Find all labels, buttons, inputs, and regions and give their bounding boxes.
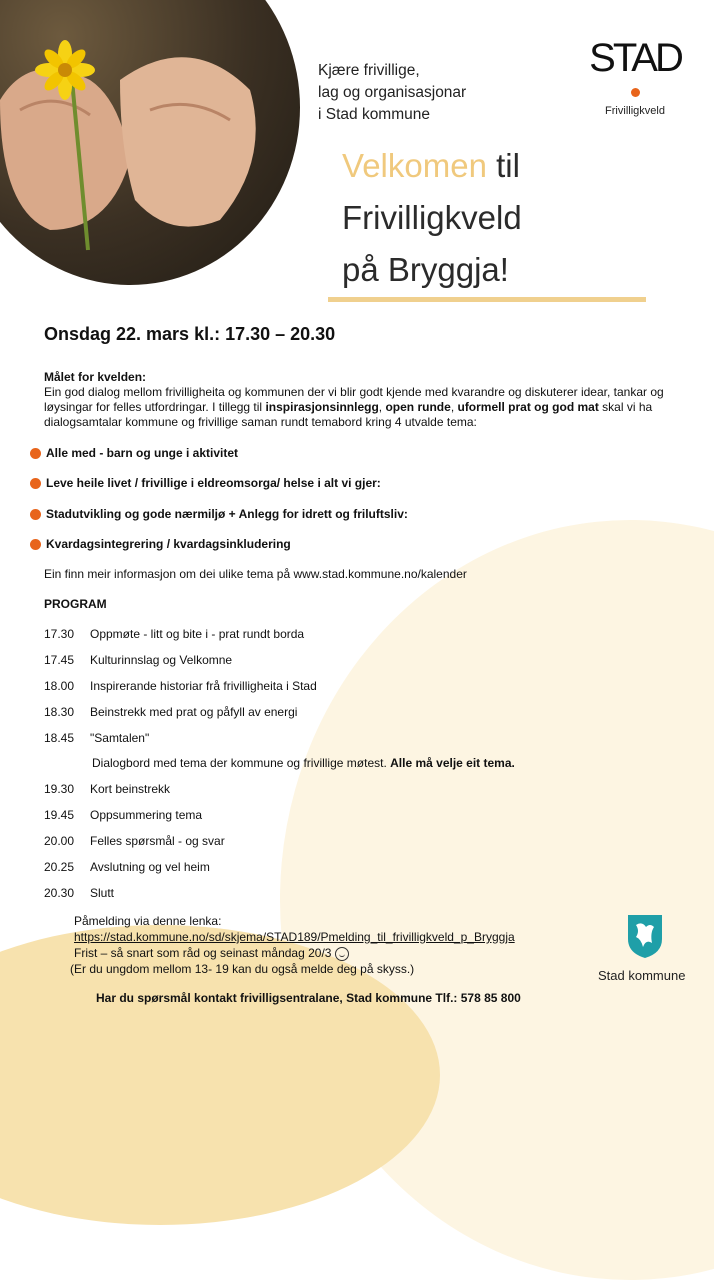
program-heading: PROGRAM	[44, 597, 107, 611]
more-info-text: Ein finn meir informasjon om dei ulike tema på www.stad.kommune.no/kalender	[44, 567, 467, 581]
intro-text: ,	[378, 400, 386, 414]
intro-text: Ein god dialog mellom frivilligheita og kommunen der vi blir godt kjende med kvarandre og diskuterer idear, tankar og løysingar for felles utfordringar. I tillegg til	[44, 385, 664, 414]
bullet-icon	[30, 478, 41, 489]
program-time: 18.30	[44, 705, 75, 719]
program-row	[44, 679, 317, 693]
intro-bold: open runde	[385, 400, 451, 414]
program-time: 17.30	[44, 627, 75, 641]
logo-wordmark: STAD	[589, 36, 681, 80]
program-text: Inspirerande historiar frå frivilligheita i Stad	[90, 679, 317, 693]
program-sub-note	[92, 756, 515, 770]
intro-text: ,	[450, 400, 458, 414]
intro-heading: Målet for kvelden:	[44, 370, 147, 384]
bullet-icon	[30, 539, 41, 550]
program-text: Kulturinnslag og Velkomne	[90, 653, 233, 667]
theme-label: Stadutvikling og gode nærmiljø + Anlegg for idrett og friluftsliv:	[46, 507, 408, 521]
program-row	[44, 834, 225, 848]
municipality-name: Stad kommune	[598, 968, 686, 983]
stad-logo	[585, 36, 685, 136]
program-time: 19.45	[44, 808, 75, 822]
program-time: 18.45	[44, 731, 75, 745]
theme-label: Alle med - barn og unge i aktivitet	[46, 446, 239, 460]
greeting-line: i Stad kommune	[318, 106, 430, 123]
title-line3: på Bryggja!	[342, 251, 509, 288]
program-row	[44, 782, 170, 796]
bullet-icon	[30, 509, 41, 520]
theme-label: Kvardagsintegrering / kvardagsinkludering	[46, 537, 291, 551]
bullet-icon	[30, 448, 41, 459]
page-title	[342, 140, 522, 296]
program-time: 19.30	[44, 782, 75, 796]
program-text: Oppsummering tema	[90, 808, 203, 822]
program-time: 20.30	[44, 886, 75, 900]
stad-kommune-crest-icon	[626, 913, 664, 959]
title-divider	[328, 297, 646, 302]
logo-dot-icon	[631, 88, 640, 97]
program-row	[44, 886, 114, 900]
intro-bold: uformell prat og god mat	[457, 400, 599, 414]
program-text: Kort beinstrekk	[90, 782, 171, 796]
theme-item	[30, 537, 291, 551]
program-time: 18.00	[44, 679, 75, 693]
program-text: Avslutning og vel heim	[90, 860, 210, 874]
program-text: Beinstrekk med prat og påfyll av energi	[90, 705, 298, 719]
program-sub-bold: Alle må velje eit tema.	[390, 756, 515, 770]
signup-block	[70, 913, 515, 977]
intro-text: skal vi ha dialogsamtalar kommune og frivillige saman rundt temabord kring 4 utvalde tema:	[44, 400, 653, 429]
program-time: 17.45	[44, 653, 75, 667]
theme-label: Leve heile livet / frivillige i eldreomsorga/ helse i alt vi gjer:	[46, 476, 381, 490]
program-sub-text: Dialogbord med tema der kommune og frivillige møtest.	[92, 756, 391, 770]
program-row	[44, 731, 149, 745]
signup-youth-note: (Er du ungdom mellom 13- 19 kan du også melde deg på skyss.)	[70, 962, 415, 976]
theme-item	[30, 446, 238, 460]
title-line2: Frivilligkveld	[342, 199, 522, 236]
intro-paragraph	[44, 370, 674, 430]
signup-link[interactable]: https://stad.kommune.no/sd/skjema/STAD189/Pmelding_til_frivilligkveld_p_Bryggja	[74, 930, 515, 944]
greeting-line: lag og organisasjonar	[318, 84, 467, 101]
program-row	[44, 860, 210, 874]
theme-item	[30, 507, 408, 521]
program-row	[44, 627, 304, 641]
program-row	[44, 705, 297, 719]
event-date: Onsdag 22. mars kl.: 17.30 – 20.30	[44, 324, 336, 344]
theme-item	[30, 476, 381, 490]
intro-bold: inspirasjonsinnlegg	[265, 400, 379, 414]
greeting	[318, 60, 466, 126]
signup-label: Påmelding via denne lenka:	[74, 914, 222, 928]
program-time: 20.00	[44, 834, 75, 848]
hero-photo-hands-flower	[0, 0, 300, 285]
signup-deadline: Frist – så snart som råd og seinast måndag 20/3	[74, 946, 332, 960]
title-highlight: Velkomen	[342, 147, 487, 184]
title-line1-rest: til	[486, 147, 520, 184]
program-time: 20.25	[44, 860, 75, 874]
smiley-icon	[335, 947, 349, 961]
greeting-line: Kjære frivillige,	[318, 62, 420, 79]
program-text: "Samtalen"	[90, 731, 150, 745]
program-text: Slutt	[90, 886, 115, 900]
contact-line: Har du spørsmål kontakt frivilligsentralane, Stad kommune Tlf.: 578 85 800	[96, 991, 521, 1005]
program-row	[44, 808, 202, 822]
program-text: Felles spørsmål - og svar	[90, 834, 225, 848]
program-text: Oppmøte - litt og bite i - prat rundt borda	[90, 627, 305, 641]
logo-subtitle: Frivilligkveld	[605, 105, 665, 117]
program-row	[44, 653, 232, 667]
